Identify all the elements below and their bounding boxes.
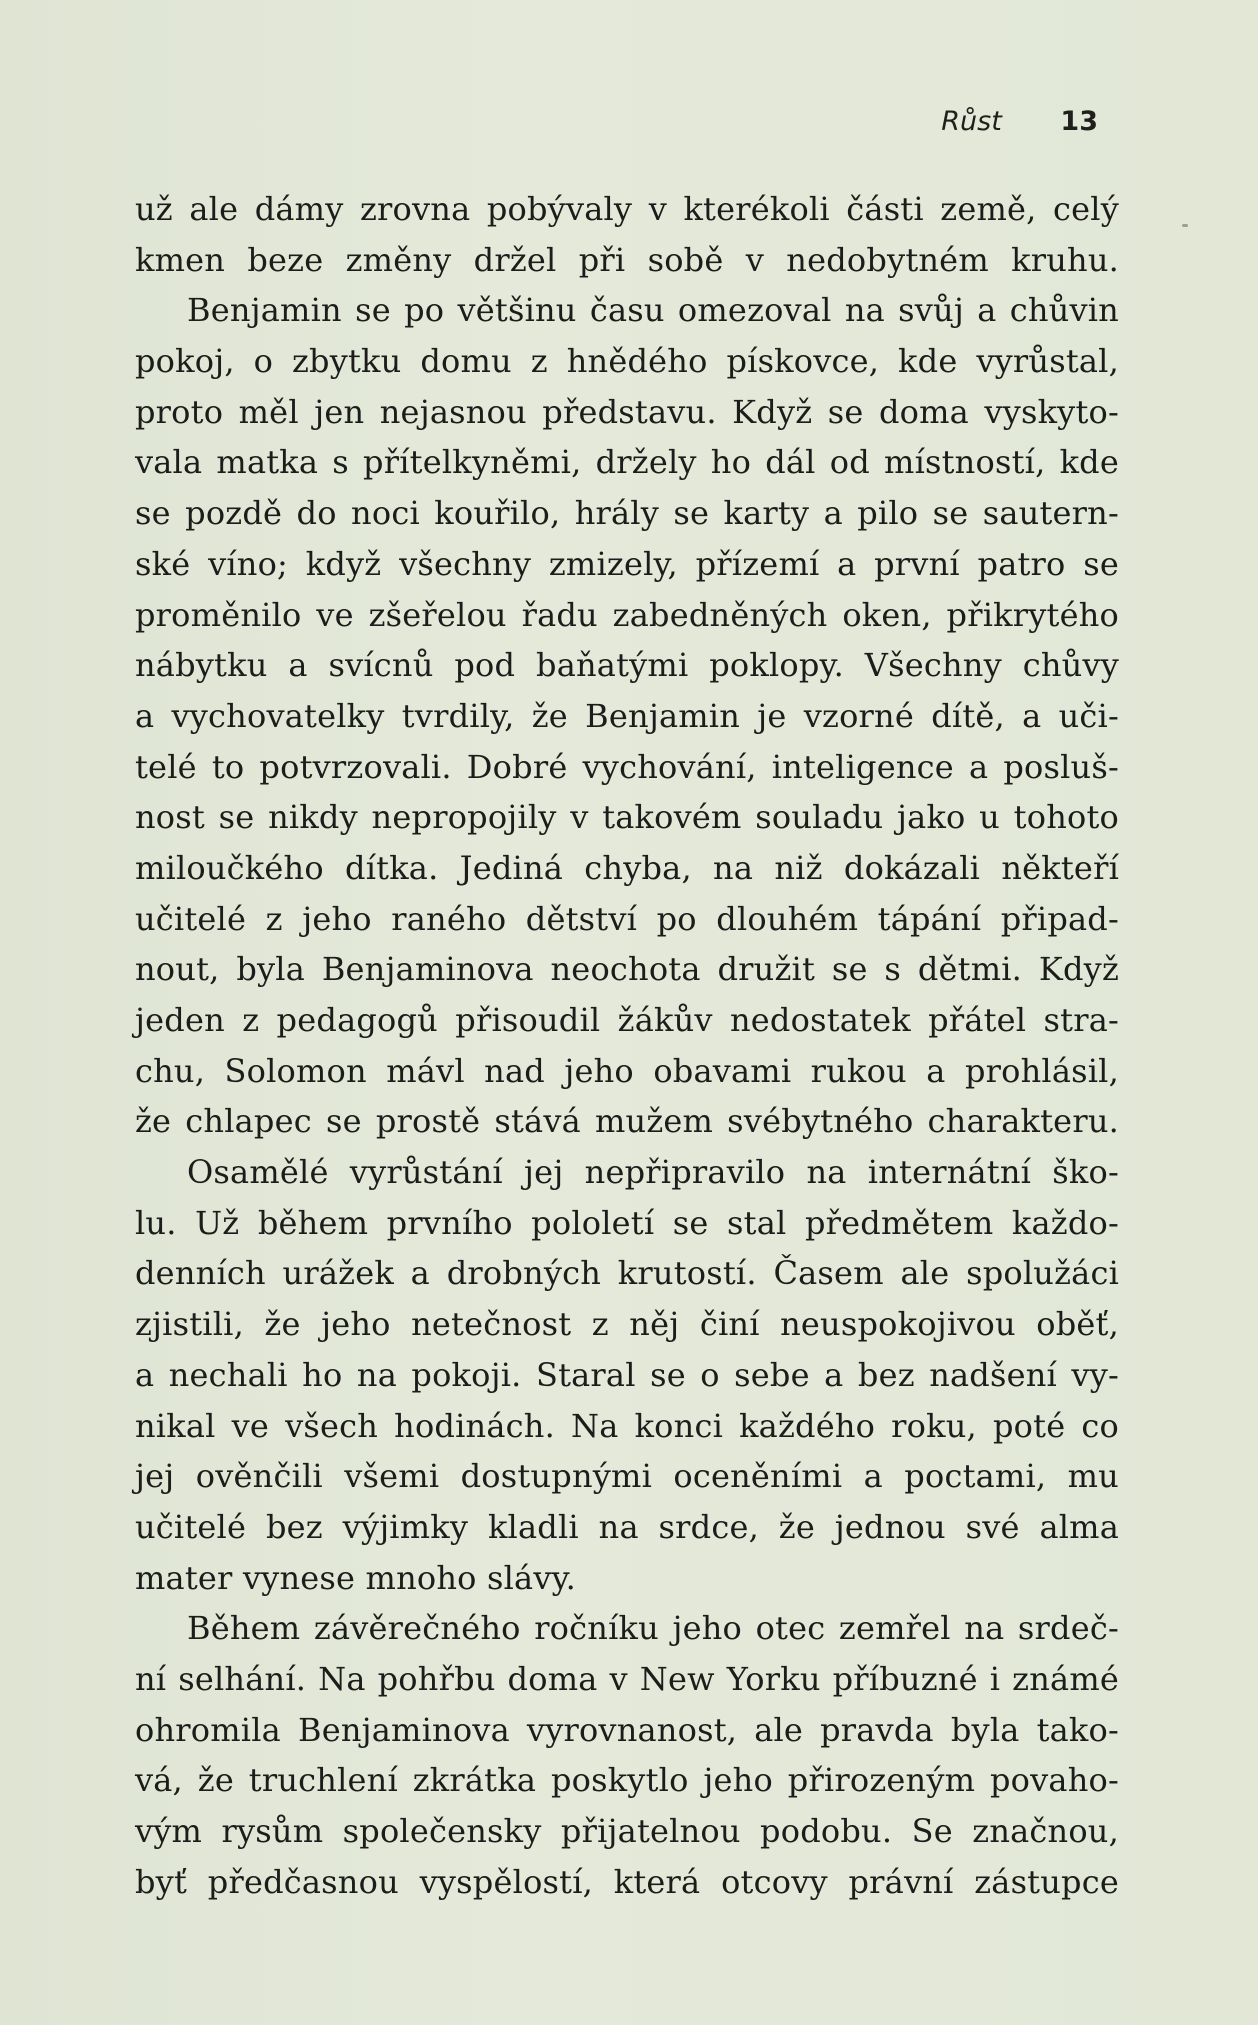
page-number: 13 <box>1060 106 1098 137</box>
text-line: vým rysům společensky přijatelnou podobu. Se značnou, <box>135 1812 1119 1850</box>
text-line: chu, Solomon mávl nad jeho obavami rukou a prohlásil, <box>135 1051 1119 1090</box>
text-line: vala matka s přítelkyněmi, držely ho dál od místností, kde <box>135 443 1119 482</box>
text-line: nábytku a svícnů pod baňatými poklopy. Všechny chůvy <box>135 646 1119 685</box>
text-line: a vychovatelky tvrdily, že Benjamin je vzorné dítě, a uči- <box>135 696 1119 735</box>
text-line: pokoj, o zbytku domu z hnědého pískovce, kde vyrůstal, <box>135 342 1119 381</box>
text-line: Osamělé vyrůstání jej nepřipravilo na internátní ško- <box>187 1153 1119 1192</box>
text-line: ohromila Benjaminova vyrovnanost, ale pravda byla tako- <box>135 1710 1119 1749</box>
text-line: jej ověnčili všemi dostupnými oceněními a poctami, mu <box>135 1457 1119 1496</box>
text-line: lu. Už během prvního pololetí se stal předmětem každo- <box>135 1203 1119 1242</box>
text-line: učitelé bez výjimky kladli na srdce, že jednou své alma <box>135 1507 1119 1546</box>
text-line: vá, že truchlení zkrátka poskytlo jeho přirozeným povaho- <box>135 1761 1119 1800</box>
text-line: ské víno; když všechny zmizely, přízemí a první patro se <box>135 544 1119 583</box>
text-line: a nechali ho na pokoji. Staral se o sebe a bez nadšení vy- <box>135 1355 1119 1394</box>
text-line: Benjamin se po většinu času omezoval na svůj a chůvin <box>187 291 1119 330</box>
text-line: už ale dámy zrovna pobývaly v kterékoli části země, celý <box>135 190 1119 228</box>
print-smudge <box>1182 224 1188 227</box>
text-line: jeden z pedagogů přisoudil žákův nedostatek přátel stra- <box>135 1001 1119 1039</box>
text-line: nikal ve všech hodinách. Na konci každého roku, poté co <box>135 1406 1119 1445</box>
text-line: že chlapec se prostě stává mužem svébytného charakteru. <box>135 1102 1119 1141</box>
text-line: mater vynese mnoho slávy. <box>135 1558 576 1597</box>
text-line: denních urážek a drobných krutostí. Časem ale spolužáci <box>135 1254 1119 1293</box>
body-text <box>135 184 1119 1907</box>
text-line: telé to potvrzovali. Dobré vychování, inteligence a posluš- <box>135 747 1119 786</box>
text-line: proměnilo ve zšeřelou řadu zabedněných oken, přikrytého <box>135 595 1119 634</box>
text-line: byť předčasnou vyspělostí, která otcovy právní zástupce <box>135 1862 1119 1901</box>
text-line: Během závěrečného ročníku jeho otec zemřel na srdeč- <box>187 1609 1119 1648</box>
text-line: miloučkého dítka. Jediná chyba, na niž dokázali někteří <box>135 848 1119 887</box>
text-line: učitelé z jeho raného dětství po dlouhém tápání připad- <box>135 899 1119 938</box>
text-line: nout, byla Benjaminova neochota družit se s dětmi. Když <box>135 950 1119 989</box>
text-line: se pozdě do noci kouřilo, hrály se karty a pilo se sautern- <box>135 494 1119 533</box>
text-line: kmen beze změny držel při sobě v nedobytném kruhu. <box>135 240 1119 279</box>
text-line: nost se nikdy nepropojily v takovém souladu jako u tohoto <box>135 798 1119 837</box>
text-line: zjistili, že jeho netečnost z něj činí neuspokojivou oběť, <box>135 1305 1119 1344</box>
page-header <box>941 106 1098 137</box>
text-line: proto měl jen nejasnou představu. Když se doma vyskyto- <box>135 392 1119 431</box>
text-line: ní selhání. Na pohřbu doma v New Yorku příbuzné i známé <box>135 1659 1119 1698</box>
running-title: Růst <box>941 106 1002 137</box>
